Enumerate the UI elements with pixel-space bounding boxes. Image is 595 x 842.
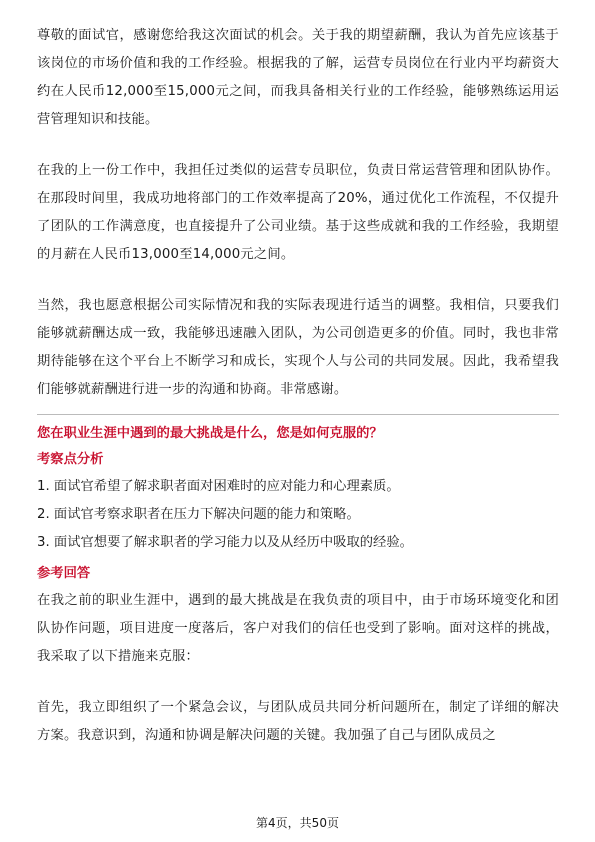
body-paragraph-1: 尊敬的面试官，感谢您给我这次面试的机会。关于我的期望薪酬，我认为首先应该基于该岗位的市场价值和我的工作经验。根据我的了解，运营专员岗位在行业内平均薪资大约在人民币12,000至15,000元之间，而我具备相关行业的工作经验，能够熟练运用运营管理知识和技能。 bbox=[37, 28, 559, 127]
analysis-heading: 考察点分析 bbox=[37, 452, 104, 467]
analysis-item: 2. 面试官考察求职者在压力下解决问题的能力和策略。 bbox=[37, 507, 360, 522]
answer-paragraph-1: 在我之前的职业生涯中，遇到的最大挑战是在我负责的项目中，由于市场环境变化和团队协作问题，项目进度一度落后，客户对我们的信任也受到了影响。面对这样的挑战，我采取了以下措施来克服： bbox=[37, 593, 559, 664]
page-number: 第4页，共50页 bbox=[256, 816, 339, 830]
paragraph-gap bbox=[37, 671, 559, 694]
analysis-list bbox=[37, 473, 559, 557]
analysis-item: 3. 面试官想要了解求职者的学习能力以及从经历中吸取的经验。 bbox=[37, 535, 413, 550]
paragraph-gap bbox=[37, 269, 559, 292]
paragraph-gap bbox=[37, 134, 559, 157]
section-divider bbox=[37, 414, 559, 415]
answer-paragraph-2: 首先，我立即组织了一个紧急会议，与团队成员共同分析问题所在，制定了详细的解决方案。我意识到，沟通和协调是解决问题的关键。我加强了自己与团队成员之 bbox=[37, 700, 559, 743]
analysis-item: 1. 面试官希望了解求职者面对困难时的应对能力和心理素质。 bbox=[37, 479, 400, 494]
answer-heading: 参考回答 bbox=[37, 566, 91, 581]
document-page bbox=[37, 22, 559, 750]
body-paragraph-2: 在我的上一份工作中，我担任过类似的运营专员职位，负责日常运营管理和团队协作。在那段时间里，我成功地将部门的工作效率提高了20%，通过优化工作流程，不仅提升了团队的工作满意度，也直接提升了公司业绩。基于这些成就和我的工作经验，我期望的月薪在人民币13,000至14,000元之间。 bbox=[37, 163, 559, 262]
question-title: 您在职业生涯中遇到的最大挑战是什么，您是如何克服的？ bbox=[37, 426, 383, 441]
body-paragraph-3: 当然，我也愿意根据公司实际情况和我的实际表现进行适当的调整。我相信，只要我们能够就薪酬达成一致，我能够迅速融入团队，为公司创造更多的价值。同时，我也非常期待能够在这个平台上不断学习和成长，实现个人与公司的共同发展。因此，我希望我们能够就薪酬进行进一步的沟通和协商。非常感谢。 bbox=[37, 298, 559, 397]
